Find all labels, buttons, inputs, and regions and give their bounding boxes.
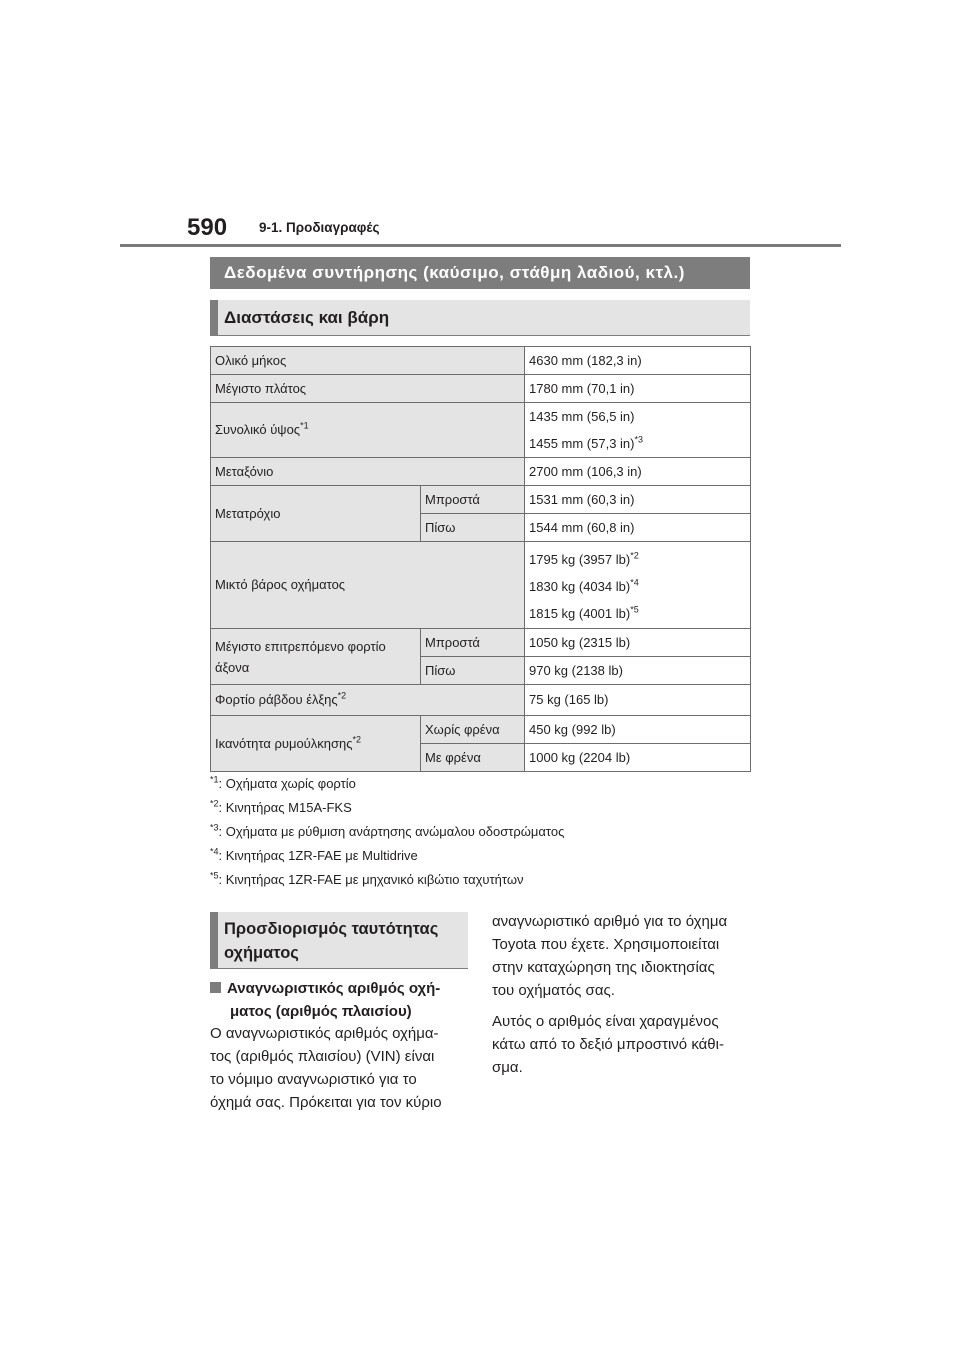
footnote-mark: *5 bbox=[210, 870, 219, 881]
footnote-mark: *2 bbox=[210, 798, 219, 809]
dimensions-table bbox=[210, 346, 751, 772]
text-line: Ο αναγνωριστικός αριθμός οχήμα- bbox=[210, 1025, 439, 1042]
header-rule bbox=[120, 244, 841, 247]
footnote-mark: *4 bbox=[210, 846, 219, 857]
footnote-mark: *3 bbox=[210, 822, 219, 833]
table-row bbox=[211, 685, 751, 716]
footnote-2 bbox=[210, 796, 750, 820]
overall-length-label: Ολικό μήκος bbox=[211, 347, 525, 375]
footnote-text: : Οχήματα με ρύθμιση ανάρτησης ανώμαλου οδοστρώματος bbox=[218, 824, 565, 839]
footnote-text: : Κινητήρας 1ZR-FAE με Multidrive bbox=[218, 848, 418, 863]
tow-bar-load-label-cell bbox=[211, 685, 525, 716]
footnote-text: : Οχήματα χωρίς φορτίο bbox=[218, 776, 356, 791]
gross-weight-value-3: 1815 kg (4001 lb) bbox=[529, 605, 631, 621]
overall-width-value: 1780 mm (70,1 in) bbox=[525, 375, 751, 403]
section-label: 9-1. Προδιαγραφές bbox=[259, 220, 380, 235]
page-number: 590 bbox=[187, 214, 228, 241]
text-line: σμα. bbox=[492, 1059, 523, 1076]
overall-length-value: 4630 mm (182,3 in) bbox=[525, 347, 751, 375]
section-banner: Δεδομένα συντήρησης (καύσιμο, στάθμη λαδιού, κτλ.) bbox=[210, 257, 750, 289]
table-row bbox=[211, 716, 751, 744]
text-line: το νόμιμο αναγνωριστικό για το bbox=[210, 1071, 417, 1088]
paragraph bbox=[492, 910, 754, 1002]
axle-capacity-label-line-2: άξονα bbox=[215, 659, 250, 675]
axle-front-value: 1050 kg (2315 lb) bbox=[525, 629, 751, 657]
tread-rear-label: Πίσω bbox=[421, 514, 525, 542]
text-line: του οχήματός σας. bbox=[492, 982, 615, 999]
identification-heading-line-2: οχήματος bbox=[224, 944, 299, 962]
gross-weight-value-2: 1830 kg (4034 lb) bbox=[529, 578, 631, 594]
towing-braked-value: 1000 kg (2204 lb) bbox=[525, 744, 751, 772]
footnote-1 bbox=[210, 772, 750, 796]
text-line: Toyota που έχετε. Χρησιμοποιείται bbox=[492, 936, 720, 953]
footnote-ref: *5 bbox=[630, 604, 639, 615]
axle-rear-value: 970 kg (2138 lb) bbox=[525, 657, 751, 685]
text-line: αναγνωριστικό αριθμό για το όχημα bbox=[492, 913, 728, 930]
table-row bbox=[211, 347, 751, 375]
tread-rear-value: 1544 mm (60,8 in) bbox=[525, 514, 751, 542]
footnote-ref: *3 bbox=[634, 434, 644, 445]
footnote-5 bbox=[210, 868, 750, 892]
towing-capacity-label: Ικανότητα ρυμούλκησης bbox=[215, 735, 353, 751]
overall-height-value-2: 1455 mm (57,3 in) bbox=[529, 436, 635, 451]
table-row bbox=[211, 486, 751, 514]
footnote-ref: *2 bbox=[337, 690, 347, 701]
overall-height-label: Συνολικό ύψος bbox=[215, 422, 301, 437]
footnote-mark: *1 bbox=[210, 774, 219, 785]
table-row bbox=[211, 458, 751, 486]
tread-front-value: 1531 mm (60,3 in) bbox=[525, 486, 751, 514]
vin-paragraph-right bbox=[492, 910, 754, 1087]
tow-bar-load-label: Φορτίο ράβδου έλξης bbox=[215, 692, 338, 707]
identification-heading-line-1: Προσδιορισμός ταυτότητας bbox=[224, 920, 439, 938]
axle-capacity-label-line-1: Μέγιστο επιτρεπόμενο φορτίο bbox=[215, 638, 386, 654]
footnote-3 bbox=[210, 820, 750, 844]
footnote-4 bbox=[210, 844, 750, 868]
text-line: όχημά σας. Πρόκειται για τον κύριο bbox=[210, 1094, 442, 1111]
text-line: κάτω από το δεξιό μπροστινό κάθι- bbox=[492, 1036, 724, 1053]
table-row bbox=[211, 403, 751, 458]
axle-rear-label: Πίσω bbox=[421, 657, 525, 685]
footnote-text: : Κινητήρας M15A-FKS bbox=[218, 800, 352, 815]
footnotes bbox=[210, 772, 750, 892]
gross-weight-value-1: 1795 kg (3957 lb) bbox=[529, 551, 631, 567]
text-line: στην καταχώρηση της ιδιοκτησίας bbox=[492, 959, 715, 976]
gross-weight-label: Μικτό βάρος οχήματος bbox=[211, 542, 525, 629]
overall-height-label-cell bbox=[211, 403, 525, 458]
text-line: Αυτός ο αριθμός είναι χαραγμένος bbox=[492, 1013, 719, 1030]
vin-subheading-line-1: Αναγνωριστικός αριθμός οχή- bbox=[227, 980, 441, 997]
vin-subheading-line-2: ματος (αριθμός πλαισίου) bbox=[230, 1003, 412, 1020]
tow-bar-load-value: 75 kg (165 lb) bbox=[525, 685, 751, 716]
footnote-text: : Κινητήρας 1ZR-FAE με μηχανικό κιβώτιο ταχυτήτων bbox=[218, 872, 524, 887]
text-line: τος (αριθμός πλαισίου) (VIN) είναι bbox=[210, 1048, 435, 1065]
table-row bbox=[211, 542, 751, 629]
axle-front-label: Μπροστά bbox=[421, 629, 525, 657]
vin-paragraph-left bbox=[210, 1022, 472, 1114]
wheelbase-label: Μεταξόνιο bbox=[211, 458, 525, 486]
overall-width-label: Μέγιστο πλάτος bbox=[211, 375, 525, 403]
towing-unbraked-value: 450 kg (992 lb) bbox=[525, 716, 751, 744]
table-row bbox=[211, 375, 751, 403]
footnote-ref: *1 bbox=[300, 420, 309, 431]
square-bullet-icon bbox=[210, 982, 221, 993]
dimensions-heading: Διαστάσεις και βάρη bbox=[210, 300, 750, 336]
identification-heading bbox=[210, 912, 468, 969]
wheelbase-value: 2700 mm (106,3 in) bbox=[525, 458, 751, 486]
gross-weight-values bbox=[525, 542, 751, 629]
paragraph bbox=[492, 1010, 754, 1079]
tread-front-label: Μπροστά bbox=[421, 486, 525, 514]
table-row bbox=[211, 629, 751, 657]
vin-subheading bbox=[210, 977, 472, 1023]
footnote-ref: *4 bbox=[630, 577, 639, 588]
towing-capacity-label-cell bbox=[211, 716, 421, 772]
overall-height-values bbox=[525, 403, 751, 458]
tread-label: Μετατρόχιο bbox=[211, 486, 421, 542]
towing-braked-label: Με φρένα bbox=[421, 744, 525, 772]
towing-unbraked-label: Χωρίς φρένα bbox=[421, 716, 525, 744]
axle-capacity-label-cell bbox=[211, 629, 421, 685]
footnote-ref: *2 bbox=[352, 734, 362, 745]
footnote-ref: *2 bbox=[630, 550, 639, 561]
overall-height-value-1: 1435 mm (56,5 in) bbox=[529, 409, 635, 424]
